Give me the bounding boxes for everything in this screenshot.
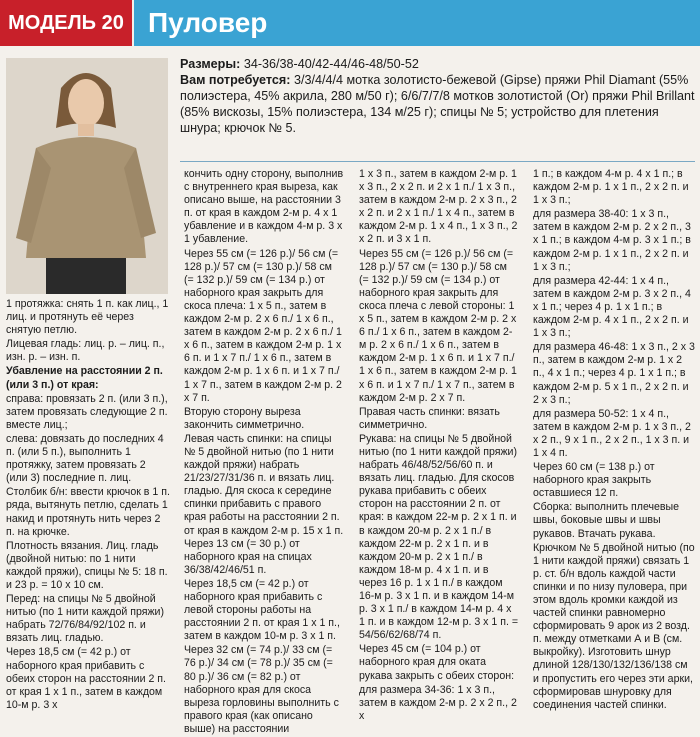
paragraph: 1 п.; в каждом 4-м р. 4 х 1 п.; в каждом 2-м р. 1 х 1 п., 2 х 2 п. и 1 х 3 п.;: [533, 168, 689, 207]
paragraph: Через 18,5 см (= 42 р.) от наборного края прибавить с обеих сторон на расстоянии 2 п. от края 1 х 1 п., затем в каждом 10-м р. 3 х: [6, 646, 166, 711]
paragraph: Перед: на спицы № 5 двойной нитью (по 1 нити каждой пряжи) набрать 72/76/84/92/102 п. и вязать лиц. гладью.: [6, 593, 165, 645]
paragraph: 1 протяжка: снять 1 п. как лиц., 1 лиц. и протянуть её через снятую петлю.: [6, 298, 169, 337]
paragraph: Через 45 см (= 104 р.) от наборного края для оката рукава закрыть с обеих сторон:: [359, 643, 515, 682]
page-title: Пуловер: [134, 0, 700, 46]
paragraph: Через 18,5 см (= 42 р.) от наборного края прибавить с левой стороны работы на расстоянии 2 п. от края 1 х 1 п., затем в каждом 10-м р. 3 х 1 п.: [184, 577, 340, 643]
paragraph: Правая часть спинки: вязать симметрично.: [359, 405, 500, 431]
paragraph: Лицевая гладь: лиц. р. – лиц. п., изн. р. – изн. п.: [6, 338, 165, 364]
paragraph: Столбик б/н: ввести крючок в 1 п. ряда, вытянуть петлю, сделать 1 накид и протянуть нить через 2 п. на крючке.: [6, 486, 170, 538]
sizes-value: 34-36/38-40/42-44/46-48/50-52: [243, 57, 419, 71]
paragraph: Через 55 см (= 126 р.)/ 56 см (= 128 р.)/ 57 см (= 130 р.)/ 58 см (= 132 р.)/ 59 см (= 134 р.) от наборного края закрыть для скоса плеча с левой стороны: 1 х 5 п., затем в каждом 2-м р. 2 х 6 п./ 1 х 6 п., затем в каждом 2-м р. 2 х 6 п./ 1 х 6 п., затем в каждом 2-м р. 1 х 6 п. и 1 х 7 п./ 1 х 6 п., затем в каждом 2-м р. 1 х 6 п. и 1 х 7 п./ 1 х 7 п., затем в каждом 2-м р. 2 х 7 п.: [359, 247, 517, 404]
paragraph: для размера 46-48: 1 х 3 п., 2 х 3 п., затем в каждом 2-м р. 1 х 2 п., 4 х 1 п.; через 4 р. 1 х 1 п.; в каждом 2-м р. 5 х 1 п., 2 х 2 п. и 2 х 3 п.;: [533, 341, 695, 406]
divider: [180, 161, 695, 162]
paragraph: Через 55 см (= 126 р.)/ 56 см (= 128 р.)/ 57 см (= 130 р.)/ 58 см (= 132 р.)/ 59 см (= 134 р.) от наборного края закрыть для скоса плеча: 1 х 5 п., затем в каждом 2-м р. 2 х 6 п./ 1 х 6 п., затем в каждом 2-м р. 2 х 6 п./ 1 х 6 п., затем в каждом 2-м р. 1 х 6 п. и 1 х 7 п./ 1 х 6 п., затем в каждом 2-м р. 1 х 6 п. и 1 х 7 п./ 1 х 7 п., затем в каждом 2-м р. 2 х 7 п.: [184, 247, 342, 404]
text-column-2: [184, 168, 344, 737]
materials-value: 3/3/4/4/4 мотка золотисто-бежевой (Gipse) пряжи Phil Diamant (55% полиэстера, 45% акрила, 280 м/50 г); 6/6/7/7/8 мотков золотистой (Or) пряжи Phil Brillant (85% вискозы, 15% полиэстера, 134 м/25 г); спицы № 5; устройство для плетения шнура; крючок № 5.: [180, 73, 695, 135]
sizes-label: Размеры:: [180, 57, 241, 71]
paragraph: Левая часть спинки: на спицы № 5 двойной нитью (по 1 нити каждой пряжи) набрать 21/23/27/31/36 п. и вязать лиц. гладью. Для скоса к середине спинки прибавить с правого края работы на расстоянии 2 п. от края в каждом 2-м р. 15 х 1 п. Через 13 см (= 30 р.) от наборного края на спицах 36/38/42/46/51 п.: [184, 432, 344, 576]
paragraph: для размера 34-36: 1 х 3 п., затем в каждом 2-м р. 2 х 2 п., 2 х: [359, 683, 517, 722]
paragraph: Вторую сторону выреза закончить симметрично.: [184, 405, 305, 431]
intro-block: [180, 56, 695, 136]
paragraph: Сборка: выполнить плечевые швы, боковые швы и швы рукавов. Втачать рукава.: [533, 501, 680, 540]
paragraph: 1 х 3 п., затем в каждом 2-м р. 1 х 3 п., 2 х 2 п. и 2 х 1 п./ 1 х 3 п., затем в каждом 2-м р. 2 х 3 п., 2 х 2 п. и 2 х 1 п./ 1 х 4 п., затем в каждом 2-м р. 1 х 4 п., 1 х 3 п., 2 х 2 п. и 3 х 1 п.: [359, 168, 518, 246]
paragraph: для размера 50-52: 1 х 4 п., затем в каждом 2-м р. 1 х 3 п., 2 х 2 п., 9 х 1 п., 2 х 2 п., 1 х 3 п. и 1 х 4 п.: [533, 407, 691, 459]
paragraph: Через 60 см (= 138 р.) от наборного края закрыть оставшиеся 12 п.: [533, 461, 655, 500]
text-column-1: [6, 298, 170, 713]
paragraph: слева: довязать до последних 4 п. (или 5 п.), выполнить 1 протяжку, затем провязать 2 (или 3) последние п. лиц.: [6, 432, 164, 485]
paragraph: Плотность вязания. Лиц. гладь (двойной нитью: по 1 нити каждой пряжи), спицы № 5: 18 п. и 23 р. = 10 х 10 см.: [6, 539, 168, 591]
paragraph: для размера 42-44: 1 х 4 п., затем в каждом 2-м р. 3 х 2 п., 4 х 1 п.; через 4 р. 1 х 1 п.; в каждом 2-м р. 4 х 1 п., 2 х 2 п. и 1 х 3 п.;: [533, 274, 691, 340]
paragraph: Через 32 см (= 74 р.)/ 33 см (= 76 р.)/ 34 см (= 78 р.)/ 35 см (= 80 р.)/ 36 см (= 82 р.) от наборного края для скоса выреза горловины выполнить с правого края (как описано выше) на расстоянии: [184, 644, 339, 735]
text-column-3: [359, 168, 519, 724]
paragraph: кончить одну сторону, выполнив с внутреннего края выреза, как описано выше, на расстоянии 3 п. от края в каждом 2-м р. 4 х 1 убавление и в каждом 4-м р. 3 х 1 убавление.: [184, 168, 344, 246]
paragraph: Крючком № 5 двойной нитью (по 1 нити каждой пряжи) связать 1 р. ст. б/н вдоль каждой части спинки и по низу пуловера, при этом вдоль кромки каждой из частей спинки равномерно сформировать 9 арок из 2 возд. п. между отметками А и В (см. выкройку). Изготовить шнур длиной 128/130/132/136/138 см и пропустить его через эти арки, сформировав шнуровку для соединения частей спинки.: [533, 541, 695, 711]
model-badge: МОДЕЛЬ 20: [0, 0, 132, 46]
paragraph: Рукава: на спицы № 5 двойной нитью (по 1 нити каждой пряжи) набрать 46/48/52/56/60 п. и вязать лиц. гладью. Для скосов рукава прибавить с обеих сторон на расстоянии 2 п. от края: в каждом 22-м р. 2 х 1 п. и в каждом 20-м р. 2 х 1 п./ в каждом 22-м р. 2 х 1 п. и в каждом 20-м р. 2 х 1 п./ в каждом 18-м р. 4 х 1 п. и в через 16 р. 1 х 1 п./ в каждом 16-м р. 3 х 1 п. и в каждом 14-м р. 3 х 1 п./ в каждом 14-м р. 4 х 1 п. и в каждом 12-м р. 3 х 1 п. = 54/56/62/68/74 п.: [359, 432, 519, 642]
model-photo: [6, 58, 168, 294]
model-photo-illustration: [6, 58, 168, 294]
paragraph: справа: провязать 2 п. (или 3 п.), затем провязать следующие 2 п. вместе лиц.;: [6, 392, 168, 431]
text-column-4: [533, 168, 695, 713]
paragraph: для размера 38-40: 1 х 3 п., затем в каждом 2-м р. 2 х 2 п., 3 х 1 п.; в каждом 4-м р. 3 х 1 п.; в каждом 2-м р. 1 х 1 п., 2 х 2 п. и 1 х 3 п.;: [533, 208, 691, 273]
paragraph: Убавление на расстоянии 2 п. (или 3 п.) от края:: [6, 365, 163, 391]
materials-label: Вам потребуется:: [180, 73, 291, 87]
